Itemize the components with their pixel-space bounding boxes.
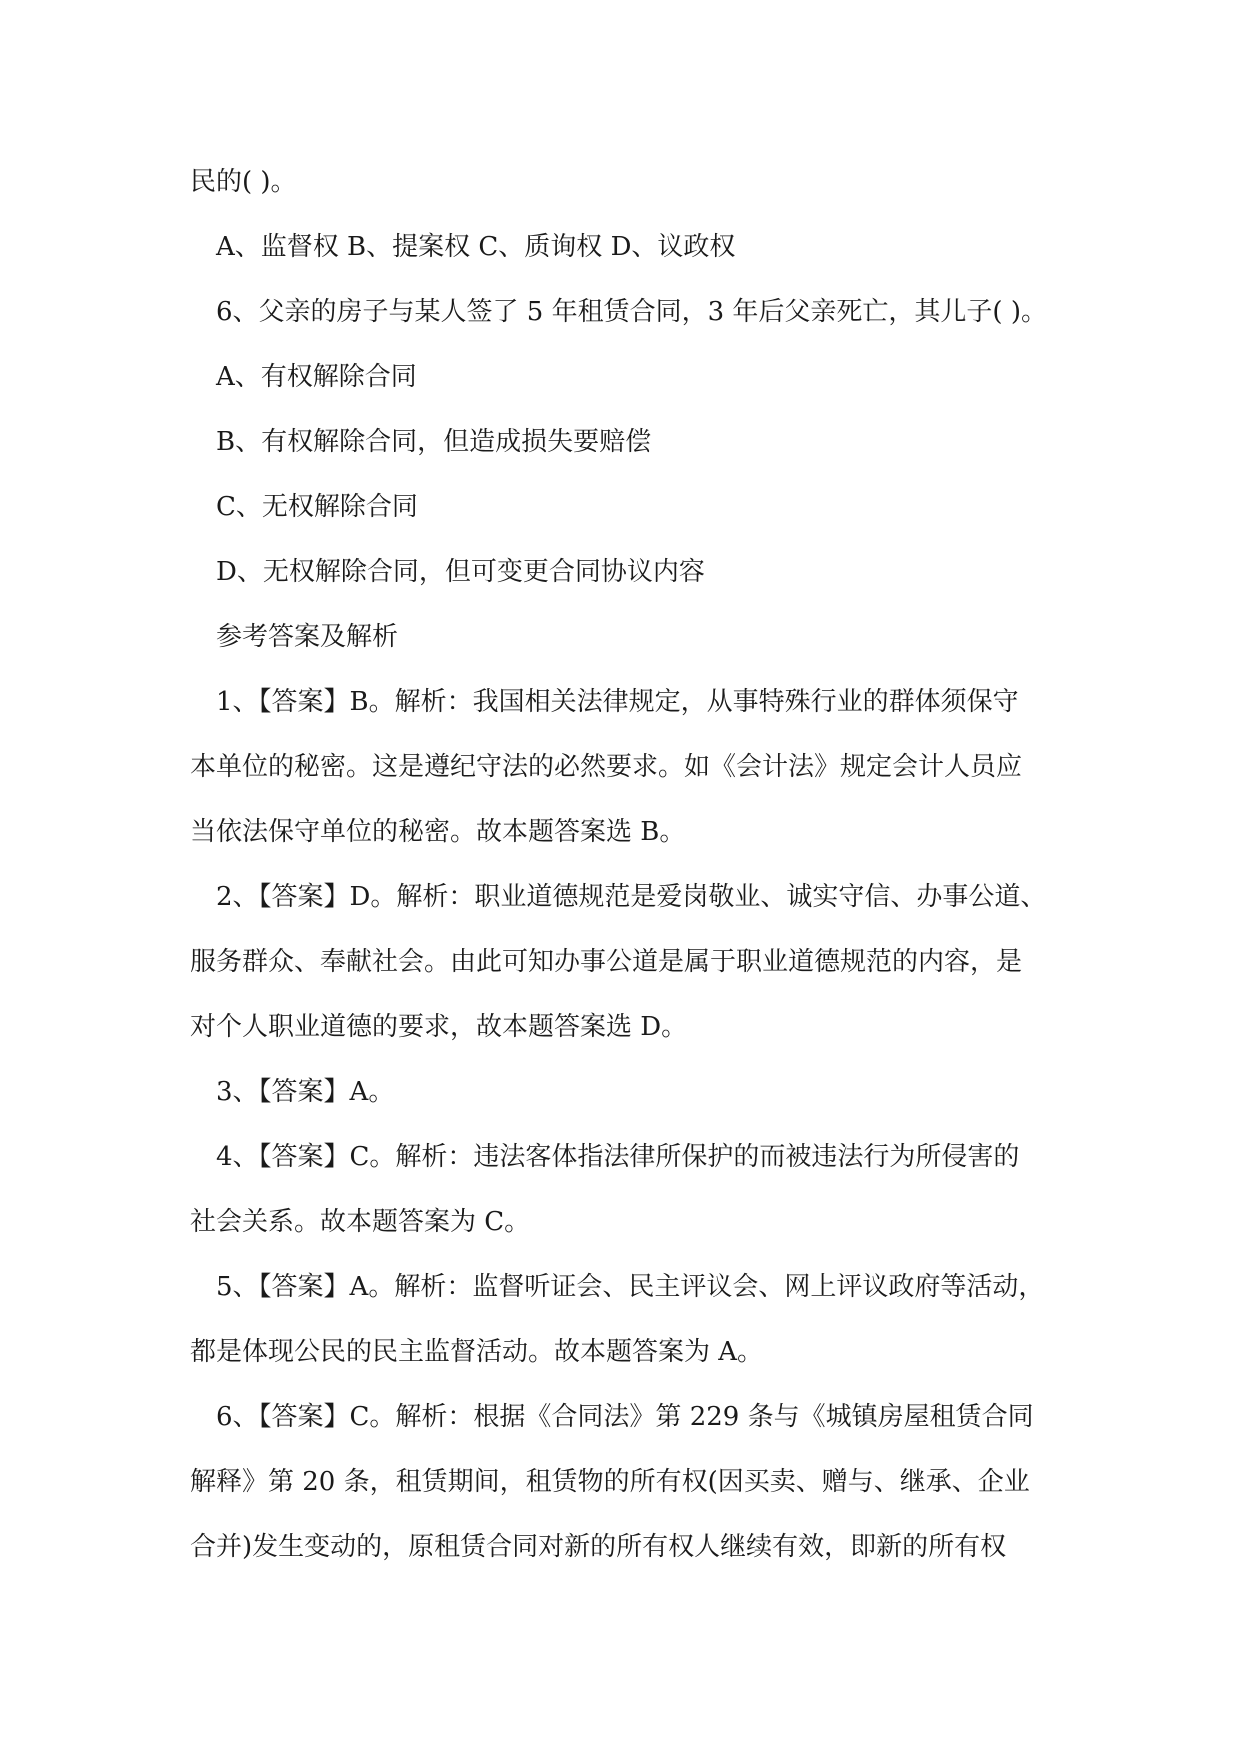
text-line: 2、【答案】D。解析：职业道德规范是爱岗敬业、诚实守信、办事公道、 — [216, 882, 1047, 912]
text-line: 4、【答案】C。解析：违法客体指法律所保护的而被违法行为所侵害的 — [216, 1142, 1020, 1172]
text-line: B、有权解除合同，但造成损失要赔偿 — [216, 427, 652, 457]
text-line: A、监督权 B、提案权 C、质询权 D、议政权 — [216, 232, 736, 262]
text-line: C、无权解除合同 — [216, 492, 418, 522]
text-line: 当依法保守单位的秘密。故本题答案选 B。 — [190, 817, 686, 847]
text-line: 服务群众、奉献社会。由此可知办事公道是属于职业道德规范的内容，是 — [190, 947, 1023, 977]
section-heading: 参考答案及解析 — [216, 622, 399, 652]
text-line: 对个人职业道德的要求，故本题答案选 D。 — [190, 1012, 688, 1042]
text-line: 1、【答案】B。解析：我国相关法律规定，从事特殊行业的群体须保守 — [216, 687, 1019, 717]
text-line: D、无权解除合同，但可变更合同协议内容 — [216, 557, 705, 587]
text-line: A、有权解除合同 — [216, 362, 417, 392]
text-line: 6、【答案】C。解析：根据《合同法》第 229 条与《城镇房屋租赁合同 — [216, 1402, 1034, 1432]
document-body — [190, 150, 1070, 1580]
text-line: 解释》第 20 条，租赁期间，租赁物的所有权(因买卖、赠与、继承、企业 — [190, 1467, 1030, 1497]
text-line: 都是体现公民的民主监督活动。故本题答案为 A。 — [190, 1337, 764, 1367]
text-line: 合并)发生变动的，原租赁合同对新的所有权人继续有效，即新的所有权 — [190, 1532, 1007, 1562]
text-line: 6、父亲的房子与某人签了 5 年租赁合同，3 年后父亲死亡，其儿子( )。 — [216, 297, 1047, 327]
text-line: 本单位的秘密。这是遵纪守法的必然要求。如《会计法》规定会计人员应 — [190, 752, 1023, 782]
text-line: 民的( )。 — [190, 167, 297, 197]
text-line: 5、【答案】A。解析：监督听证会、民主评议会、网上评议政府等活动， — [216, 1272, 1045, 1302]
text-line: 3、【答案】A。 — [216, 1077, 395, 1107]
text-line: 社会关系。故本题答案为 C。 — [190, 1207, 531, 1237]
